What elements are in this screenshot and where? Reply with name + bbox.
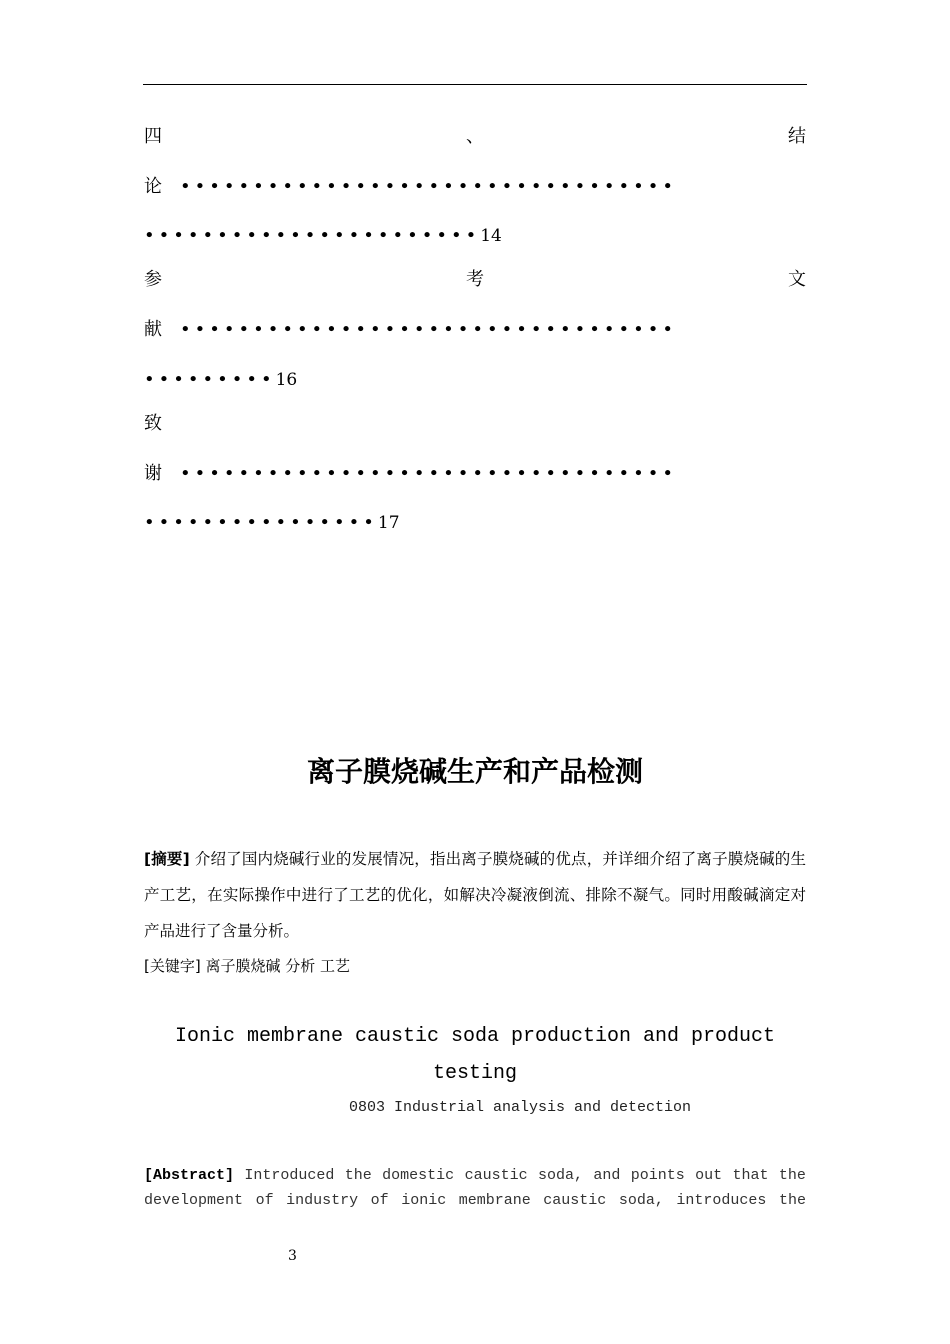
toc-thanks-leader-row <box>144 460 806 488</box>
english-title-line: testing <box>432 1062 517 1085</box>
toc-page-number: 14 <box>480 226 502 246</box>
word: of <box>255 1192 274 1209</box>
word: soda, <box>537 1167 583 1184</box>
keywords-text: 离子膜烧碱 分析 工艺 <box>205 957 351 975</box>
word: domestic <box>382 1167 455 1184</box>
toc-char: 考 <box>466 269 484 290</box>
word: the <box>344 1167 372 1184</box>
toc-char: 、 <box>466 126 484 147</box>
toc-dot-leader: ••••••••••••••••••••••• <box>144 225 481 246</box>
toc-page-number: 17 <box>377 513 400 533</box>
header-rule <box>143 84 807 85</box>
toc-dot-leader: •••••••••••••••••••••••••••••••••• <box>180 463 677 484</box>
abstract-cn-text: 介绍了国内烧碱行业的发展情况，指出离子膜烧碱的优点，并详细介绍了离子膜烧碱的生产工艺，在实际操作中进行了工艺的优化，如解决冷凝液倒流、排除不凝气。同时用酸碱滴定对产品进行了含量分析。 <box>144 850 806 940</box>
toc-conclusion-page-row[interactable] <box>144 222 806 250</box>
keywords <box>144 952 806 980</box>
toc-char: 献 <box>144 319 162 340</box>
keywords-tag: [关键字] <box>144 957 201 975</box>
english-abstract-tag: [Abstract] <box>144 1167 235 1184</box>
toc-conclusion-heading-row <box>144 123 806 151</box>
word: of <box>370 1192 389 1209</box>
toc-references-leader-row <box>144 316 806 344</box>
word: caustic <box>543 1192 607 1209</box>
english-title <box>150 1018 800 1092</box>
word: caustic <box>464 1167 528 1184</box>
word: points <box>630 1167 685 1184</box>
toc-dot-leader: •••••••••••••••••••••••••••••••••• <box>180 176 677 197</box>
english-abstract-line <box>144 1163 806 1188</box>
word: soda, <box>618 1192 664 1209</box>
toc-char: 参 <box>144 269 162 290</box>
toc-char: 四 <box>144 126 162 147</box>
page-number: 3 <box>288 1248 297 1264</box>
toc-conclusion-leader-row <box>144 173 806 201</box>
toc-page-number: 16 <box>275 370 298 390</box>
word: development <box>144 1192 244 1209</box>
toc-thanks-page-row[interactable] <box>144 509 806 537</box>
word: the <box>778 1167 806 1184</box>
toc-char: 谢 <box>144 463 162 484</box>
word: Introduced <box>244 1167 335 1184</box>
word: the <box>778 1192 806 1209</box>
toc-char: 结 <box>788 126 806 147</box>
word: membrane <box>458 1192 531 1209</box>
toc-dot-leader: •••••••••••••••••••••••••••••••••• <box>180 319 677 340</box>
word: ionic <box>401 1192 447 1209</box>
word: introduces <box>676 1192 767 1209</box>
english-department: 0803 Industrial analysis and detection <box>348 1099 692 1116</box>
english-abstract <box>144 1163 806 1213</box>
word: and <box>593 1167 621 1184</box>
word: out <box>695 1167 723 1184</box>
english-abstract-line <box>144 1188 806 1213</box>
toc-dot-leader: •••••••••••••••• <box>144 512 378 533</box>
toc-char: 致 <box>144 413 162 434</box>
toc-references-page-row[interactable] <box>144 366 806 394</box>
toc-references-heading-row <box>144 266 806 294</box>
word: industry <box>286 1192 359 1209</box>
page-title: 离子膜烧碱生产和产品检测 <box>306 755 643 788</box>
abstract-cn-tag: [摘要] <box>144 850 190 868</box>
toc-char: 论 <box>144 176 162 197</box>
toc-dot-leader: ••••••••• <box>144 369 276 390</box>
abstract-cn <box>144 841 806 949</box>
toc-thanks-heading-row <box>144 410 806 438</box>
word: that <box>732 1167 769 1184</box>
toc-char: 文 <box>788 269 806 290</box>
english-title-line: Ionic membrane caustic soda production and product <box>174 1025 776 1048</box>
